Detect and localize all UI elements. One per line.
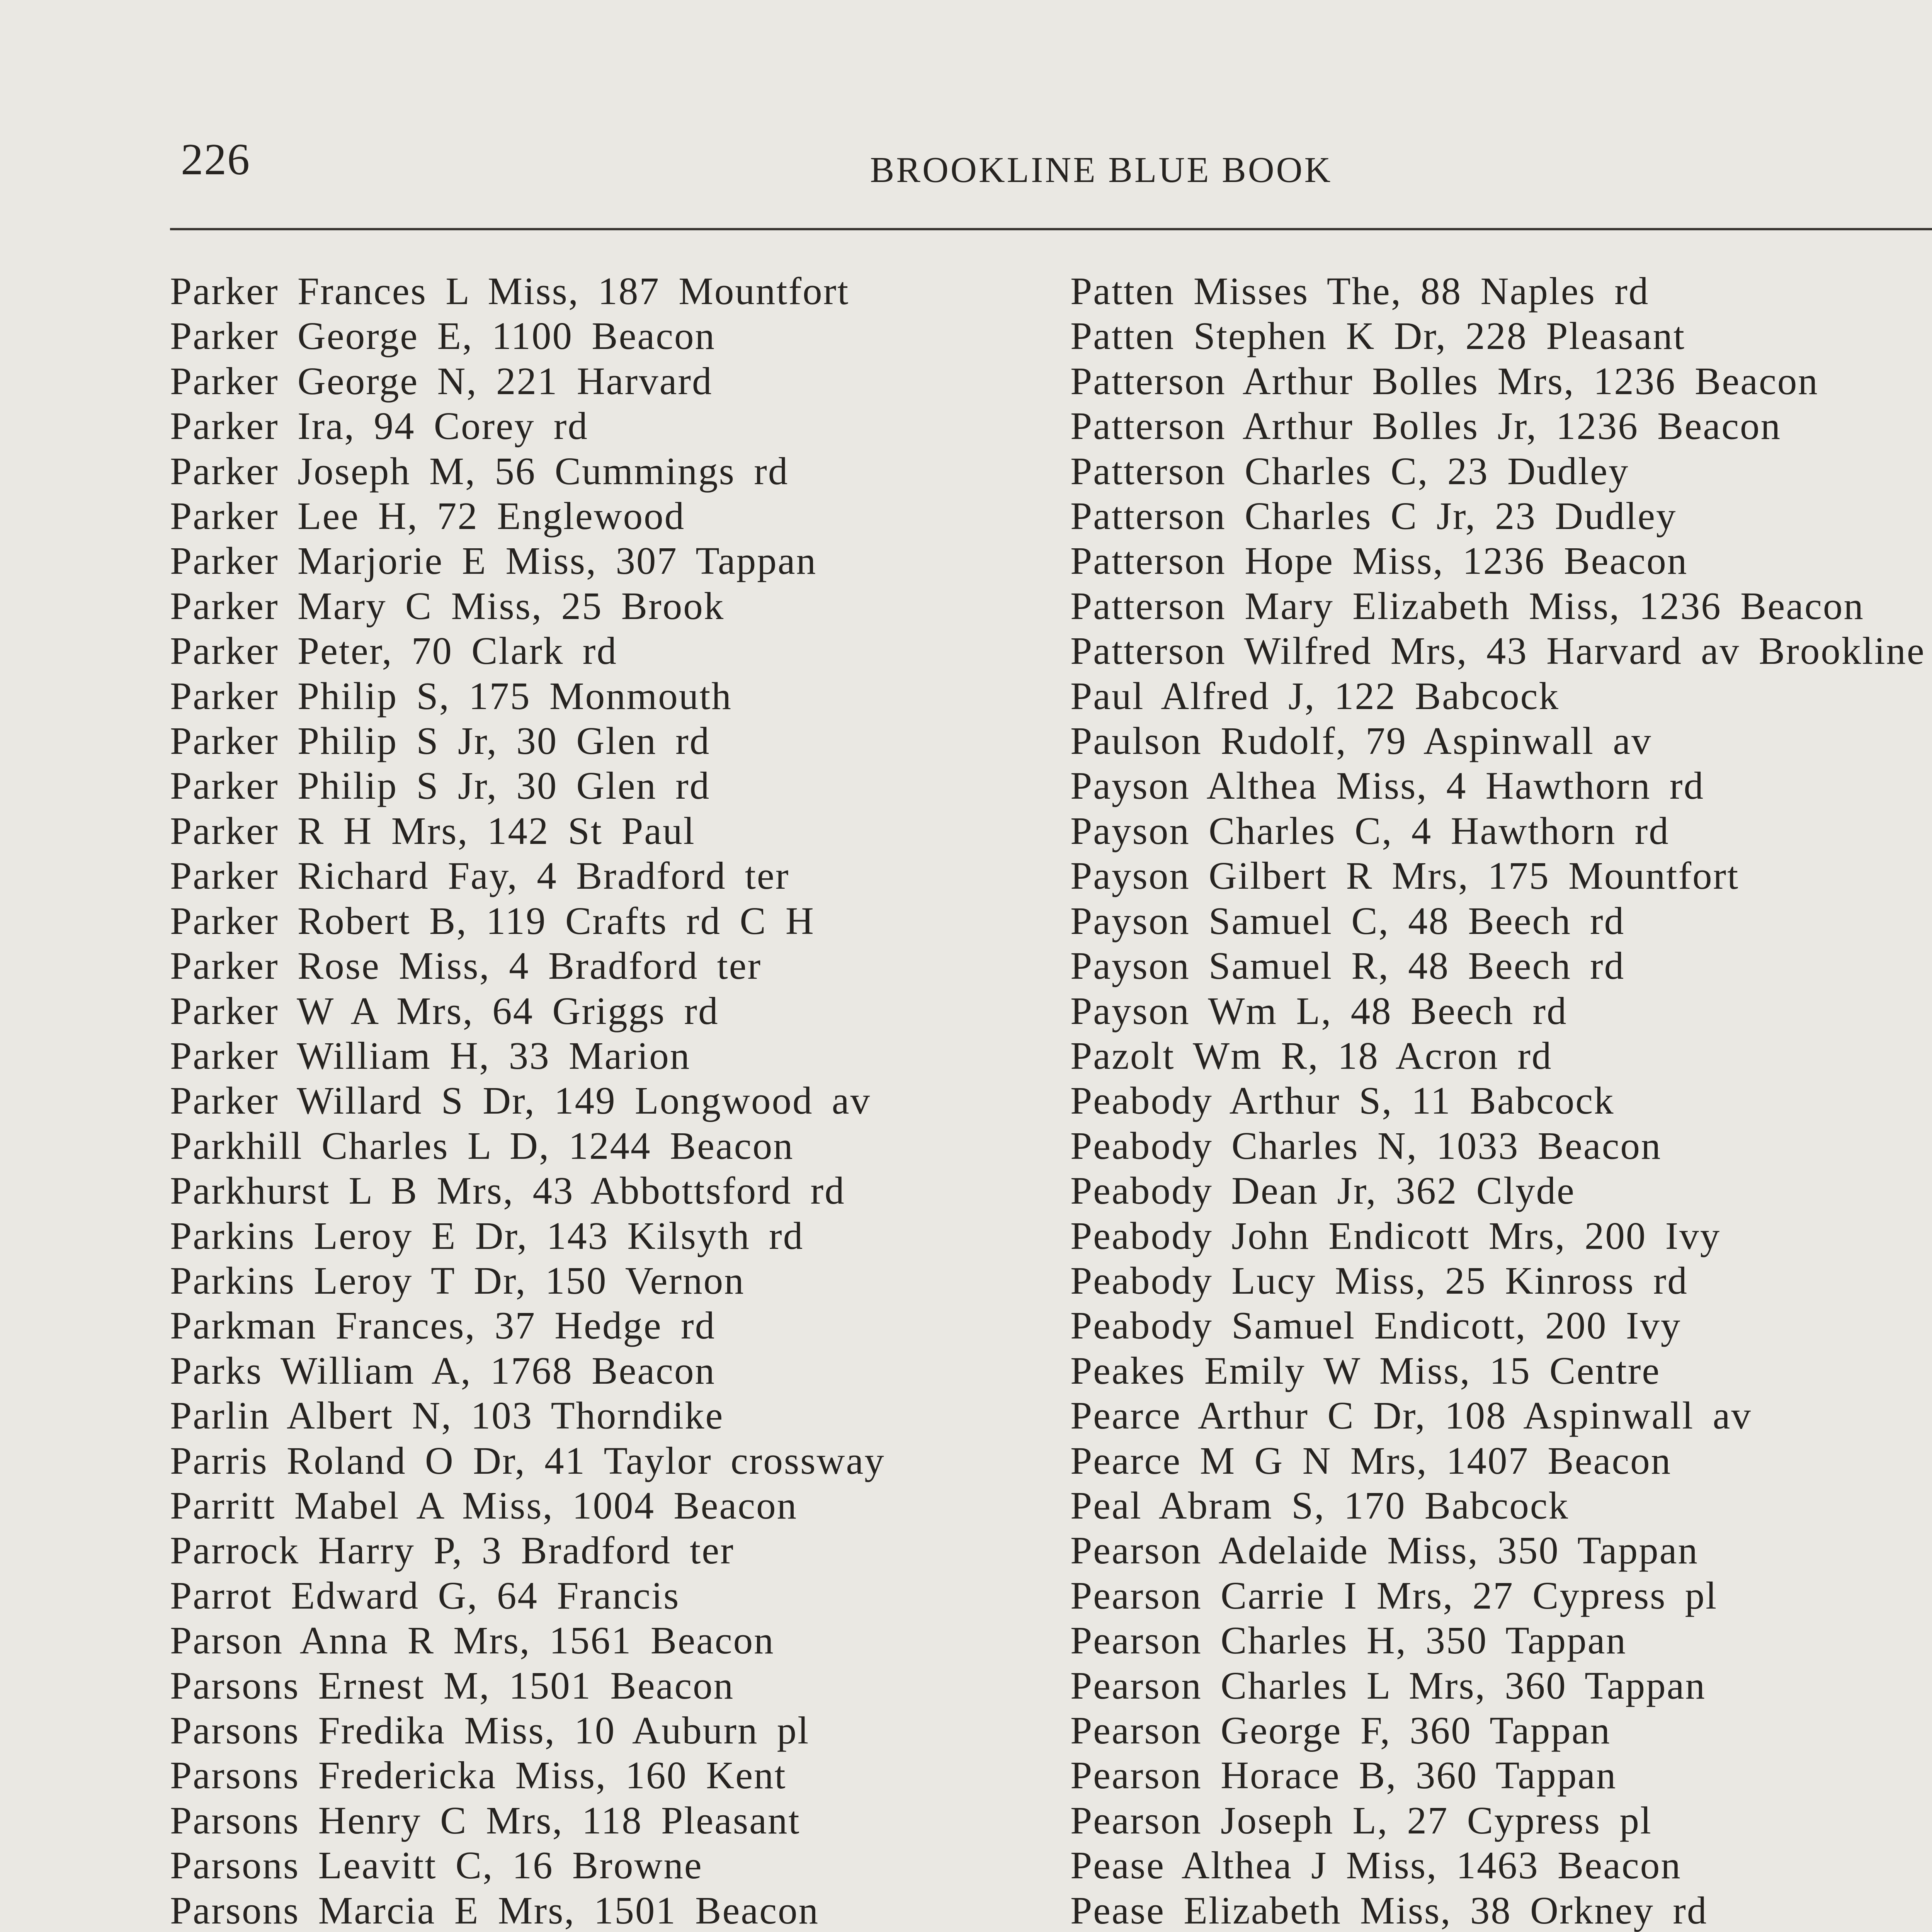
directory-entry: Parks William A, 1768 Beacon [170, 1349, 716, 1392]
directory-entry: Parsons Leavitt C, 16 Browne [170, 1844, 703, 1887]
directory-entry: Parker W A Mrs, 64 Griggs rd [170, 989, 719, 1032]
directory-entry: Parker Rose Miss, 4 Bradford ter [170, 944, 762, 988]
running-head: BROOKLINE BLUE BOOK [870, 150, 1333, 190]
directory-entry: Parker William H, 33 Marion [170, 1034, 691, 1077]
directory-entry: Peakes Emily W Miss, 15 Centre [1070, 1349, 1661, 1392]
directory-entry: Parsons Ernest M, 1501 Beacon [170, 1663, 735, 1707]
directory-entry: Patterson Arthur Bolles Jr, 1236 Beacon [1070, 404, 1781, 448]
directory-entry: Parker Mary C Miss, 25 Brook [170, 584, 725, 628]
directory-entry: Parrot Edward G, 64 Francis [170, 1573, 680, 1617]
directory-entry: Peabody Arthur S, 11 Babcock [1070, 1079, 1615, 1122]
directory-entry: Pearson Adelaide Miss, 350 Tappan [1070, 1529, 1699, 1572]
directory-entry: Payson Charles C, 4 Hawthorn rd [1070, 809, 1670, 852]
directory-entry: Peabody Samuel Endicott, 200 Ivy [1070, 1304, 1682, 1347]
directory-entry: Patten Misses The, 88 Naples rd [1070, 269, 1650, 313]
directory-column-left [170, 269, 1028, 1932]
directory-entry: Parsons Fredika Miss, 10 Auburn pl [170, 1709, 810, 1752]
page-number: 226 [181, 135, 250, 184]
directory-entry: Parritt Mabel A Miss, 1004 Beacon [170, 1483, 798, 1527]
directory-entry: Parker Lee H, 72 Englewood [170, 494, 685, 538]
directory-entry: Payson Samuel C, 48 Beech rd [1070, 899, 1625, 942]
directory-entry: Pease Elizabeth Miss, 38 Orkney rd [1070, 1888, 1708, 1932]
directory-entry: Parker George E, 1100 Beacon [170, 314, 716, 358]
directory-entry: Parkhill Charles L D, 1244 Beacon [170, 1124, 794, 1167]
directory-entry: Parker Marjorie E Miss, 307 Tappan [170, 539, 817, 583]
directory-entry: Patten Stephen K Dr, 228 Pleasant [1070, 314, 1685, 358]
directory-entry: Parker George N, 221 Harvard [170, 359, 713, 403]
directory-entry: Pearce Arthur C Dr, 108 Aspinwall av [1070, 1394, 1752, 1437]
directory-entry: Parker Ira, 94 Corey rd [170, 404, 588, 448]
directory-entry: Payson Samuel R, 48 Beech rd [1070, 944, 1625, 988]
directory-entry: Parsons Marcia E Mrs, 1501 Beacon [170, 1888, 820, 1932]
directory-entry: Peabody Charles N, 1033 Beacon [1070, 1124, 1662, 1167]
directory-entry: Patterson Arthur Bolles Mrs, 1236 Beacon [1070, 359, 1819, 403]
directory-entry: Parker Philip S Jr, 30 Glen rd [170, 764, 711, 808]
directory-entry: Parson Anna R Mrs, 1561 Beacon [170, 1619, 775, 1662]
directory-entry: Parlin Albert N, 103 Thorndike [170, 1394, 724, 1437]
directory-entry: Peabody Lucy Miss, 25 Kinross rd [1070, 1259, 1688, 1302]
directory-entry: Parkins Leroy T Dr, 150 Vernon [170, 1259, 745, 1302]
directory-entry: Peabody John Endicott Mrs, 200 Ivy [1070, 1214, 1721, 1257]
directory-entry: Parkins Leroy E Dr, 143 Kilsyth rd [170, 1214, 804, 1257]
directory-entry: Pearson Charles H, 350 Tappan [1070, 1619, 1627, 1662]
directory-entry: Pease Althea J Miss, 1463 Beacon [1070, 1844, 1682, 1887]
directory-entry: Parker Willard S Dr, 149 Longwood av [170, 1079, 871, 1122]
directory-entry: Parker R H Mrs, 142 St Paul [170, 809, 696, 852]
directory-entry: Pearce M G N Mrs, 1407 Beacon [1070, 1439, 1672, 1482]
directory-entry: Peal Abram S, 170 Babcock [1070, 1483, 1570, 1527]
directory-entry: Parker Philip S Jr, 30 Glen rd [170, 719, 711, 763]
directory-entry: Parker Robert B, 119 Crafts rd C H [170, 899, 815, 942]
directory-entry: Parsons Fredericka Miss, 160 Kent [170, 1753, 787, 1797]
directory-entry: Parker Frances L Miss, 187 Mountfort [170, 269, 850, 313]
directory-entry: Payson Wm L, 48 Beech rd [1070, 989, 1568, 1032]
directory-entry: Patterson Charles C Jr, 23 Dudley [1070, 494, 1677, 538]
directory-entry: Patterson Mary Elizabeth Miss, 1236 Beacon [1070, 584, 1864, 628]
directory-entry: Parker Peter, 70 Clark rd [170, 629, 617, 673]
directory-entry: Pearson George F, 360 Tappan [1070, 1709, 1611, 1752]
directory-entry: Peabody Dean Jr, 362 Clyde [1070, 1169, 1575, 1213]
directory-entry: Payson Gilbert R Mrs, 175 Mountfort [1070, 854, 1740, 898]
directory-entry: Parris Roland O Dr, 41 Taylor crossway [170, 1439, 885, 1482]
directory-entry: Paul Alfred J, 122 Babcock [1070, 674, 1560, 718]
directory-entry: Pearson Carrie I Mrs, 27 Cypress pl [1070, 1573, 1718, 1617]
directory-entry: Pazolt Wm R, 18 Acron rd [1070, 1034, 1553, 1077]
directory-entry: Pearson Joseph L, 27 Cypress pl [1070, 1798, 1652, 1842]
directory-entry: Parker Philip S, 175 Monmouth [170, 674, 732, 718]
directory-entry: Parkman Frances, 37 Hedge rd [170, 1304, 716, 1347]
directory-entry: Pearson Horace B, 360 Tappan [1070, 1753, 1617, 1797]
directory-entry: Parkhurst L B Mrs, 43 Abbottsford rd [170, 1169, 845, 1213]
directory-entry: Patterson Wilfred Mrs, 43 Harvard av Brookline [1070, 629, 1925, 673]
directory-entry: Parsons Henry C Mrs, 118 Pleasant [170, 1798, 801, 1842]
directory-entry: Parker Joseph M, 56 Cummings rd [170, 449, 789, 493]
directory-entry: Patterson Charles C, 23 Dudley [1070, 449, 1629, 493]
directory-entry: Paulson Rudolf, 79 Aspinwall av [1070, 719, 1652, 763]
directory-entry: Pearson Charles L Mrs, 360 Tappan [1070, 1663, 1706, 1707]
directory-entry: Parrock Harry P, 3 Bradford ter [170, 1529, 735, 1572]
directory-entry: Payson Althea Miss, 4 Hawthorn rd [1070, 764, 1704, 808]
directory-entry: Patterson Hope Miss, 1236 Beacon [1070, 539, 1688, 583]
header-rule [170, 228, 1932, 230]
directory-entry: Parker Richard Fay, 4 Bradford ter [170, 854, 790, 898]
directory-column-right [1070, 269, 1932, 1932]
